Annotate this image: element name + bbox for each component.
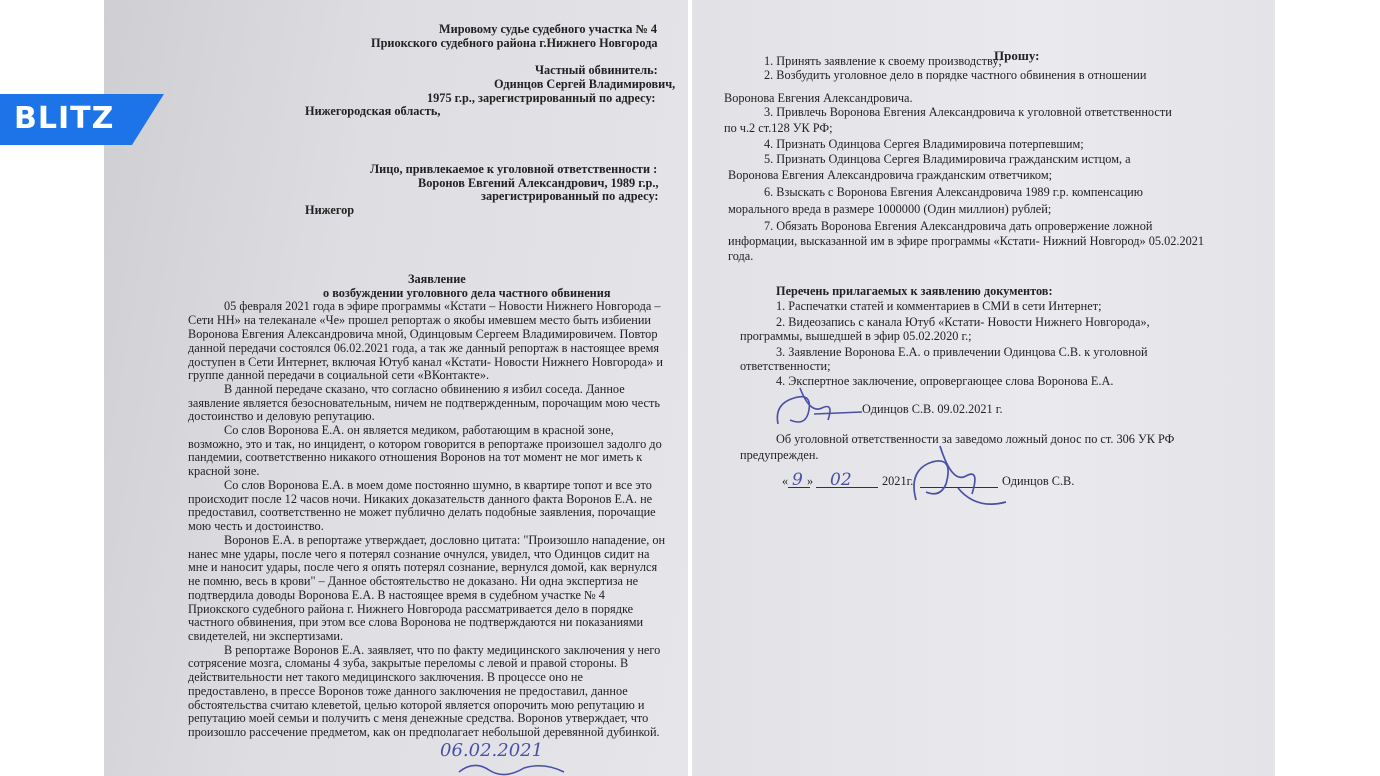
request-line: 4. Признать Одинцова Сергея Владимировича потерпевшим;: [764, 137, 1084, 151]
date-day-underline: [788, 487, 810, 488]
attachment-line: программы, вышедшей в эфир 05.02.2020 г.;: [740, 329, 972, 343]
request-line: 3. Привлечь Воронова Евгения Александровича к уголовной ответственности: [764, 105, 1172, 119]
body-line: частного обвинения, при этом все слова Воронова не подтверждаются ни показаниями: [188, 615, 644, 629]
signature-1: [770, 384, 870, 432]
body-line: данной передачи состоялся 06.02.2021 года, а так же данный репортаж в настоящее время: [188, 341, 660, 355]
attachment-line: 4. Экспертное заключение, опровергающее слова Воронова Е.А.: [776, 374, 1114, 388]
body-line: 05 февраля 2021 года в эфире программы «Кстати – Новости Нижнего Новгорода –: [224, 299, 661, 313]
blitz-logo: [0, 94, 164, 145]
header-line: Частный обвинитель:: [535, 63, 658, 77]
body-line: происходит после 12 часов ночи. Никаких доказательств данного факта Воронов Е.А. не: [188, 492, 653, 506]
body-line: группе данной передачи в социальной сети «ВКонтакте».: [188, 368, 490, 382]
request-line: 6. Взыскать с Воронова Евгения Александровича 1989 г.р. компенсацию: [764, 185, 1143, 199]
warning-line: Об уголовной ответственности за заведомо ложный донос по ст. 306 УК РФ: [776, 432, 1175, 446]
header-line: зарегистрированный по адресу:: [481, 189, 659, 203]
body-line: репутацию моей семьи и получить с меня денежные средства. Воронов утверждает, что: [188, 711, 649, 725]
request-line: информации, высказанной им в эфире программы «Кстати- Нижний Новгород» 05.02.2021: [728, 234, 1205, 248]
date-quote-close: »: [807, 474, 814, 488]
body-line: Со слов Воронова Е.А. он является медиком, работающим в красной зоне,: [224, 423, 614, 437]
body-line: свидетелей, ни экспертизами.: [188, 629, 344, 643]
signatory-name: Одинцов С.В.: [1002, 474, 1075, 488]
body-line: предоставил, соответственно не может публично делать подобные заявления, порочащие: [188, 505, 656, 519]
body-line: мою честь и достоинство.: [188, 519, 324, 533]
body-line: предоставлено, в прессе Воронов тоже данного заключения не предоставил, данное: [188, 684, 628, 698]
body-line: доступен в Сети Интернет, включая Ютуб канал «Кстати- Новости Нижнего Новгорода» и: [188, 355, 663, 369]
document-title: Заявление: [408, 272, 466, 286]
date-year: 2021г.: [882, 474, 914, 488]
warning-line: предупрежден.: [740, 448, 819, 462]
date-month: 02: [830, 470, 852, 490]
body-line: сотрясение мозга, сломаны 4 зуба, закрытые переломы с левой и правой стороны. В: [188, 656, 629, 670]
body-line: произошло рассечение предметом, как он предполагает небольшой деревянной дубинкой.: [188, 725, 660, 739]
attachment-line: 2. Видеозапись с канала Ютуб «Кстати- Новости Нижнего Новгорода»,: [776, 315, 1150, 329]
header-line: Воронов Евгений Александрович, 1989 г.р.,: [418, 176, 659, 190]
request-line: морального вреда в размере 1000000 (Один миллион) рублей;: [728, 202, 1052, 216]
request-line: по ч.2 ст.128 УК РФ;: [724, 121, 833, 135]
right-document-page: [692, 0, 1275, 776]
body-line: возможно, это и так, но инцидент, о котором говорится в репортаже произошел задолго до: [188, 437, 662, 451]
date-month-underline: [816, 487, 878, 488]
request-line: Воронова Евгения Александровича.: [724, 91, 913, 105]
body-line: Воронова Евгения Александровича мной, Одинцовым Сергеем Владимировичем. Повтор: [188, 327, 658, 341]
attachment-line: ответственности;: [740, 359, 831, 373]
body-line: мне и наносит удары, после чего я опять потерял сознание, вернулся домой, как вернулся: [188, 560, 658, 574]
attachments-heading: Перечень прилагаемых к заявлению документов:: [776, 284, 1053, 298]
signature-2: [906, 440, 1010, 512]
header-line: Нижегородская область,: [305, 104, 441, 118]
header-line: 1975 г.р., зарегистрированный по адресу:: [427, 91, 656, 105]
request-line: 5. Признать Одинцова Сергея Владимировича гражданским истцом, а: [764, 152, 1131, 166]
body-line: В данной передаче сказано, что согласно обвинению я избил соседа. Данное: [224, 382, 625, 396]
header-line: Лицо, привлекаемое к уголовной ответственности :: [370, 162, 658, 176]
header-line: Мировому судье судебного участка № 4: [439, 22, 658, 36]
date-quote-open: «: [782, 474, 789, 488]
document-subtitle: о возбуждении уголовного дела частного обвинения: [323, 286, 611, 300]
body-line: действительности нет такого медицинского заключения. В процессе оно не: [188, 670, 583, 684]
header-line: Одинцов Сергей Владимирович,: [494, 77, 676, 91]
header-line: Приокского судебного района г.Нижнего Новгорода: [371, 36, 658, 50]
body-line: пандемии, соответственно никакого отношения Воронов на тот момент не мог иметь к: [188, 450, 643, 464]
request-line: Воронова Евгения Александровича гражданским ответчиком;: [728, 168, 1053, 182]
request-line: 1. Принять заявление к своему производству;: [764, 54, 1002, 68]
attachment-line: 3. Заявление Воронова Е.А. о привлечении Одинцова С.В. к уголовной: [776, 345, 1148, 359]
body-line: Воронов Е.А. в репортаже утверждает, дословно цитата: "Произошло нападение, он: [224, 533, 666, 547]
handwritten-signature-fragment: [454, 758, 574, 776]
body-line: Со слов Воронова Е.А. в моем доме постоянно шумно, в квартире топот и все это: [224, 478, 652, 492]
request-line: года.: [728, 249, 754, 263]
request-line: 7. Обязать Воронова Евгения Александровича дать опровержение ложной: [764, 219, 1153, 233]
logo-text: BLITZ: [14, 101, 115, 136]
left-document-page: [104, 0, 688, 776]
handwritten-date: 06.02.2021: [440, 740, 544, 761]
attachment-line: 1. Распечатки статей и комментариев в СМИ в сети Интернет;: [776, 299, 1102, 313]
body-line: В репортаже Воронов Е.А. заявляет, что по факту медицинского заключения у него: [224, 643, 661, 657]
body-line: не помню, весь в крови" – Данное обстоятельство не доказано. Ни одна экспертиза не: [188, 574, 639, 588]
body-line: подтвердила доводы Воронова Е.А. В настоящее время в судебном участке № 4: [188, 588, 605, 602]
header-line: Нижегор: [305, 203, 355, 217]
body-line: нанес мне удары, после чего я потерял сознание очнулся, увидел, что Одинцов сидит на: [188, 547, 650, 561]
body-line: Сети НН» на телеканале «Че» прошел репортаж о якобы имевшем место быть избиении: [188, 313, 652, 327]
signature-name-date: Одинцов С.В. 09.02.2021 г.: [862, 402, 1003, 416]
body-line: красной зоне.: [188, 464, 260, 478]
request-line: 2. Возбудить уголовное дело в порядке частного обвинения в отношении: [764, 68, 1147, 82]
request-heading: Прошу:: [994, 48, 1040, 63]
body-line: достоинство и деловую репутацию.: [188, 409, 375, 423]
body-line: Приокского судебного района г. Нижнего Новгорода рассматривается дело в порядке: [188, 602, 634, 616]
body-line: заявление является безосновательным, ничем не подтвержденным, порочащим мою честь: [188, 396, 660, 410]
body-line: обстоятельства считаю клеветой, целью которой является опорочить мою репутацию и: [188, 698, 645, 712]
date-day: 9: [792, 470, 803, 490]
